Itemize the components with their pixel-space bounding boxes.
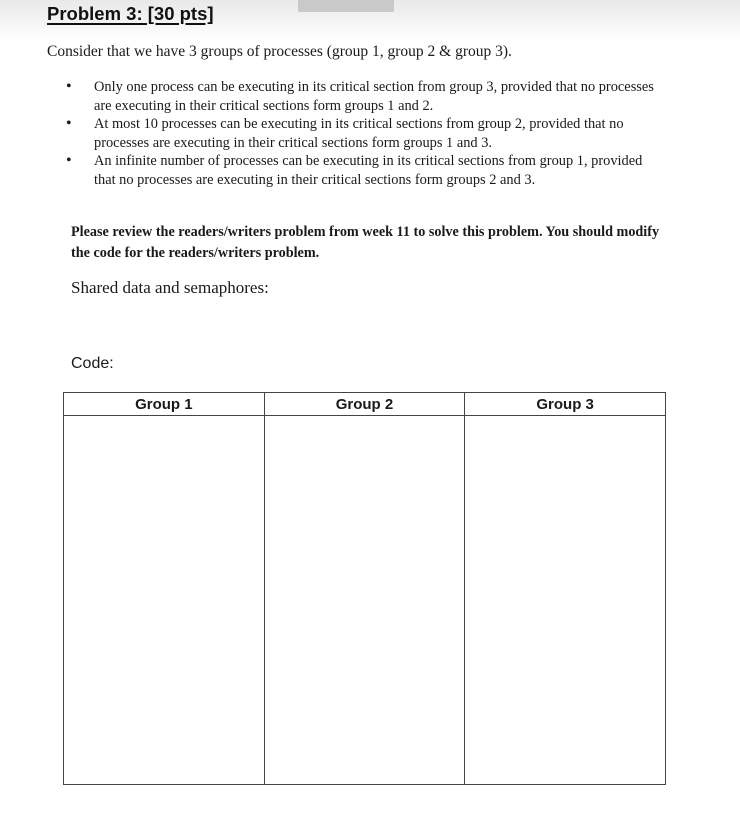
problem-intro: Consider that we have 3 groups of processes (group 1, group 2 & group 3). bbox=[47, 43, 512, 60]
group-1-header: Group 1 bbox=[64, 393, 265, 416]
code-table-body-row bbox=[64, 416, 666, 785]
condition-group-3: • Only one process can be executing in its critical section from group 3, provided that no processes are executing in their critical sections form groups 1 and 2. bbox=[64, 78, 664, 115]
group-3-header: Group 3 bbox=[465, 393, 666, 416]
conditions-list bbox=[64, 78, 664, 189]
shared-data-label: Shared data and semaphores: bbox=[71, 278, 269, 297]
group-2-code-cell[interactable] bbox=[264, 416, 465, 785]
code-label: Code: bbox=[71, 355, 114, 372]
review-note: Please review the readers/writers problem from week 11 to solve this problem. You should modify the code for the readers/writers problem. bbox=[71, 224, 660, 261]
code-table-header-row bbox=[64, 393, 666, 416]
group-1-code-cell[interactable] bbox=[64, 416, 265, 785]
top-toolbar-tab[interactable] bbox=[298, 0, 394, 12]
code-table bbox=[63, 392, 666, 785]
group-3-code-cell[interactable] bbox=[465, 416, 666, 785]
condition-group-1: • An infinite number of processes can be executing in its critical sections from group 1, provided that no processes are executing in their critical sections form groups 2 and 3. bbox=[64, 152, 664, 189]
problem-title: Problem 3: [30 pts] bbox=[47, 3, 214, 24]
group-2-header: Group 2 bbox=[264, 393, 465, 416]
condition-group-2: • At most 10 processes can be executing in its critical sections from group 2, provided that no processes are executing in their critical sections form groups 1 and 3. bbox=[64, 115, 664, 152]
